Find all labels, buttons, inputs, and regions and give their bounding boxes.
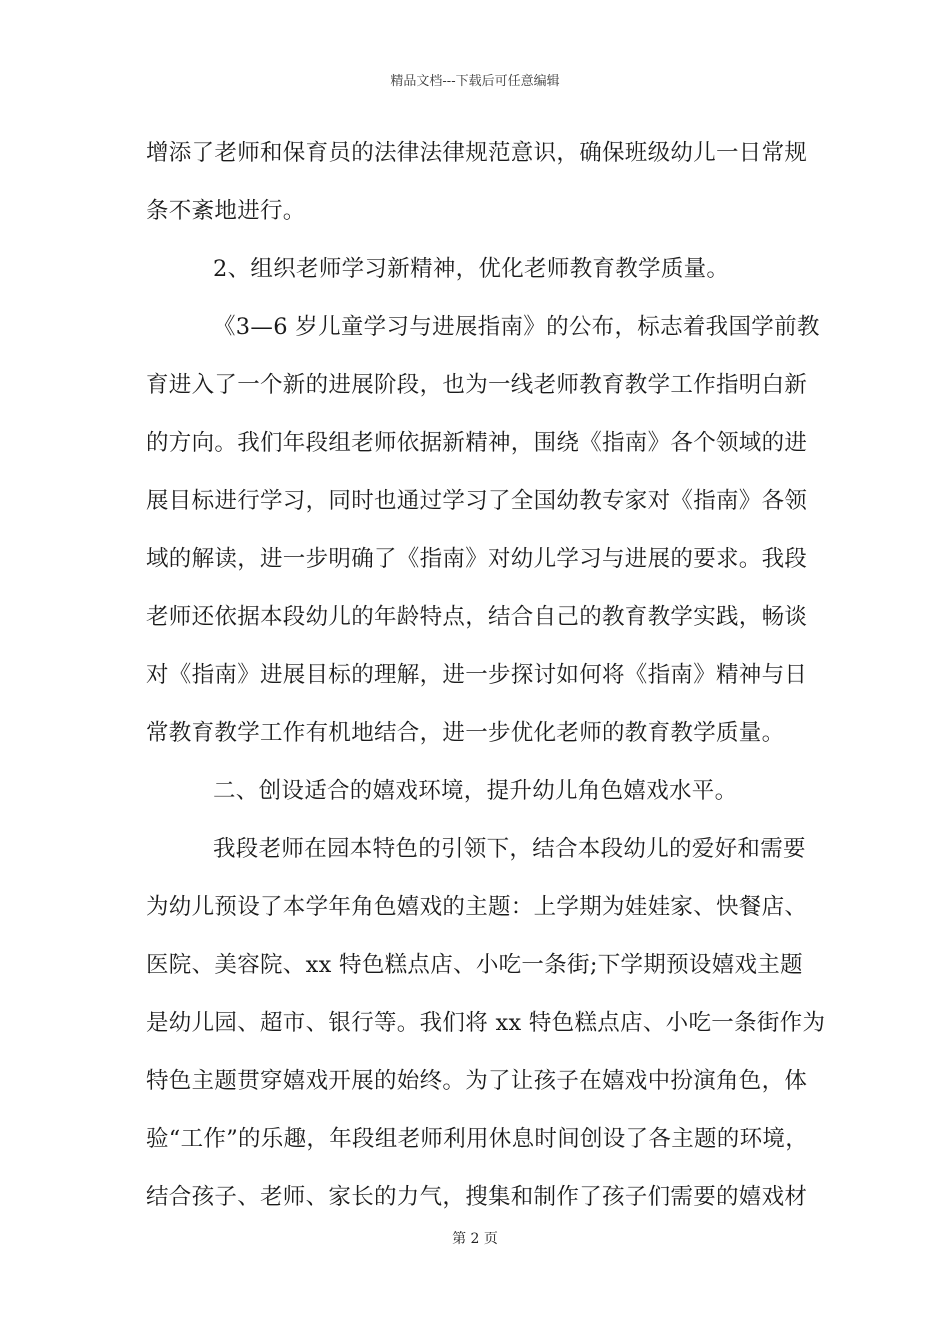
page-header: 精品文档---下载后可任意编辑	[390, 74, 560, 89]
body-line: 增添了老师和保育员的法律法律规范意识，确保班级幼儿一日常规	[146, 140, 808, 166]
section-heading: 二、创设适合的嬉戏环境，提升幼儿角色嬉戏水平。	[213, 778, 738, 804]
document-body	[146, 124, 826, 1226]
body-line: 是幼儿园、超市、银行等。我们将 xx 特色糕点店、小吃一条街作为	[146, 1010, 826, 1036]
body-line: 验“工作”的乐趣，年段组老师利用休息时间创设了各主题的环境，	[146, 1126, 809, 1152]
body-line: 为幼儿预设了本学年角色嬉戏的主题：上学期为娃娃家、快餐店、	[146, 894, 808, 920]
paragraph-start: 我段老师在园本特色的引领下，结合本段幼儿的爱好和需要	[213, 836, 806, 862]
body-line: 对《指南》进展目标的理解，进一步探讨如何将《指南》精神与日	[146, 662, 808, 688]
body-line: 育进入了一个新的进展阶段，也为一线老师教育教学工作指明白新	[146, 372, 808, 398]
body-line: 医院、美容院、xx 特色糕点店、小吃一条街;下学期预设嬉戏主题	[146, 952, 803, 978]
body-line: 展目标进行学习，同时也通过学习了全国幼教专家对《指南》各领	[146, 488, 808, 514]
body-line: 条不紊地进行。	[146, 198, 306, 224]
paragraph-start: 《3—6 岁儿童学习与进展指南》的公布，标志着我国学前教	[213, 314, 820, 340]
section-heading: 2、组织老师学习新精神，优化老师教育教学质量。	[213, 256, 730, 282]
body-line: 域的解读，进一步明确了《指南》对幼儿学习与进展的要求。我段	[146, 546, 808, 572]
page-number: 第 2 页	[452, 1231, 498, 1247]
body-line: 特色主题贯穿嬉戏开展的始终。为了让孩子在嬉戏中扮演角色，体	[146, 1068, 808, 1094]
body-line: 老师还依据本段幼儿的年龄特点，结合自己的教育教学实践，畅谈	[146, 604, 808, 630]
body-line: 结合孩子、老师、家长的力气，搜集和制作了孩子们需要的嬉戏材	[146, 1184, 808, 1210]
body-line: 的方向。我们年段组老师依据新精神，围绕《指南》各个领域的进	[146, 430, 808, 456]
body-line: 常教育教学工作有机地结合，进一步优化老师的教育教学质量。	[146, 720, 785, 746]
